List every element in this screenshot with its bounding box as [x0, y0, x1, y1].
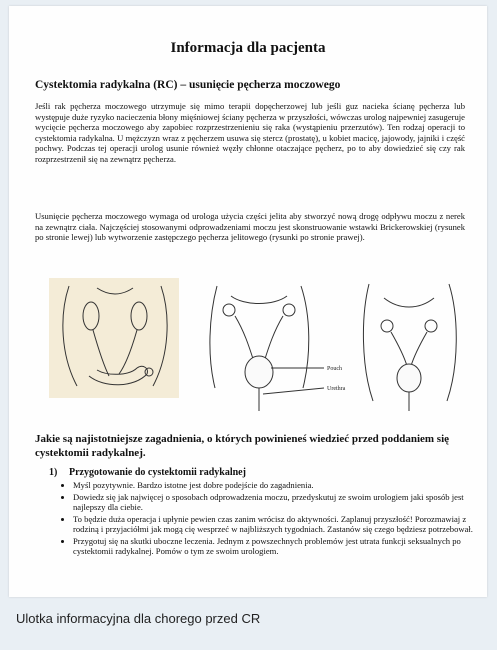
anatomy-illustrations	[49, 276, 459, 416]
neobladder-front-figure	[210, 286, 324, 411]
paragraph-1: Jeśli rak pęcherza moczowego utrzymuje się mimo terapii dopęcherzowej lub jeśli guz nacieka ścianę pęcherza lub występuje duże ryzyko nacieczenia błony mięśniowej ściany pęcherza w przyszłości, wówczas urolog najpewniej zasugeruje wycięcie pęcherza moczowego aby zapobiec rozprzestrzenieniu się raka (wystąpieniu przerzutów). Ten rodzaj operacji to cystektomia radykalna. U mężczyzn wraz z pęcherzem usuwa się stercz (prostatę), u kobiet macicę, jajowody, jajniki i część pochwy. Podczas tej operacji urolog usunie również węzły chłonne otaczające pęcherz, po to aby dowiedzieć się czy rak rozprzestrzenił się na zewnątrz pęcherza.	[35, 101, 465, 164]
neobladder-female-figure	[363, 284, 456, 411]
list-item: • To będzie duża operacja i upłynie pewien czas zanim wrócisz do aktywności. Zaplanuj przyszłość! Porozmawiaj z rodziną i przyjaciółmi jak mogą cię wesprzeć w najbliższych tygodniach. Zastanów się czego będziesz potrzebował.	[73, 514, 478, 535]
document-title: Informacja dla pacjenta	[170, 40, 326, 56]
subsection-heading	[49, 467, 246, 478]
list-item: • Dowiedz się jak najwięcej o sposobach odprowadzenia moczu, przedyskutuj ze swoim urologiem jaki sposób jest najlepszy dla ciebie.	[73, 492, 478, 513]
figure-label-urethra: Urethra	[327, 386, 346, 392]
paragraph-2: Usunięcie pęcherza moczowego wymaga od urologa użycia części jelita aby stworzyć nową drogę odpływu moczu z nerek na zewnątrz ciała. Najczęściej stosowanymi odprowadzeniami moczu jest skonstruowanie wstawki Brickerowskiej (rysunek po stronie lewej) lub wytworzenie zastępczego pęcherza jelitowego (rysunki po stronie prawej).	[35, 211, 465, 242]
subsection-number: 1)	[49, 467, 58, 478]
ileal-conduit-figure	[49, 278, 179, 398]
subsection-title: Przygotowanie do cystektomii radykalnej	[69, 467, 246, 478]
list-item: • Myśl pozytywnie. Bardzo istotne jest dobre podejście do zagadnienia.	[73, 480, 478, 491]
bullet-list	[59, 480, 478, 558]
image-caption: Ulotka informacyjna dla chorego przed CR	[16, 611, 261, 626]
section-heading: Cystektomia radykalna (RC) – usunięcie pęcherza moczowego	[35, 79, 341, 91]
document-page	[9, 6, 487, 597]
list-item: • Przygotuj się na skutki uboczne leczenia. Jednym z powszechnych problemów jest utrata funkcji seksualnych po cystektomii radykalnej. Pomów o tym ze swoim urologiem.	[73, 536, 478, 557]
figure-label-pouch: Pouch	[327, 366, 342, 372]
question-heading: Jakie są najistotniejsze zagadnienia, o których powinieneś wiedzieć przed poddaniem się cystektomii radykalnej.	[35, 433, 450, 459]
